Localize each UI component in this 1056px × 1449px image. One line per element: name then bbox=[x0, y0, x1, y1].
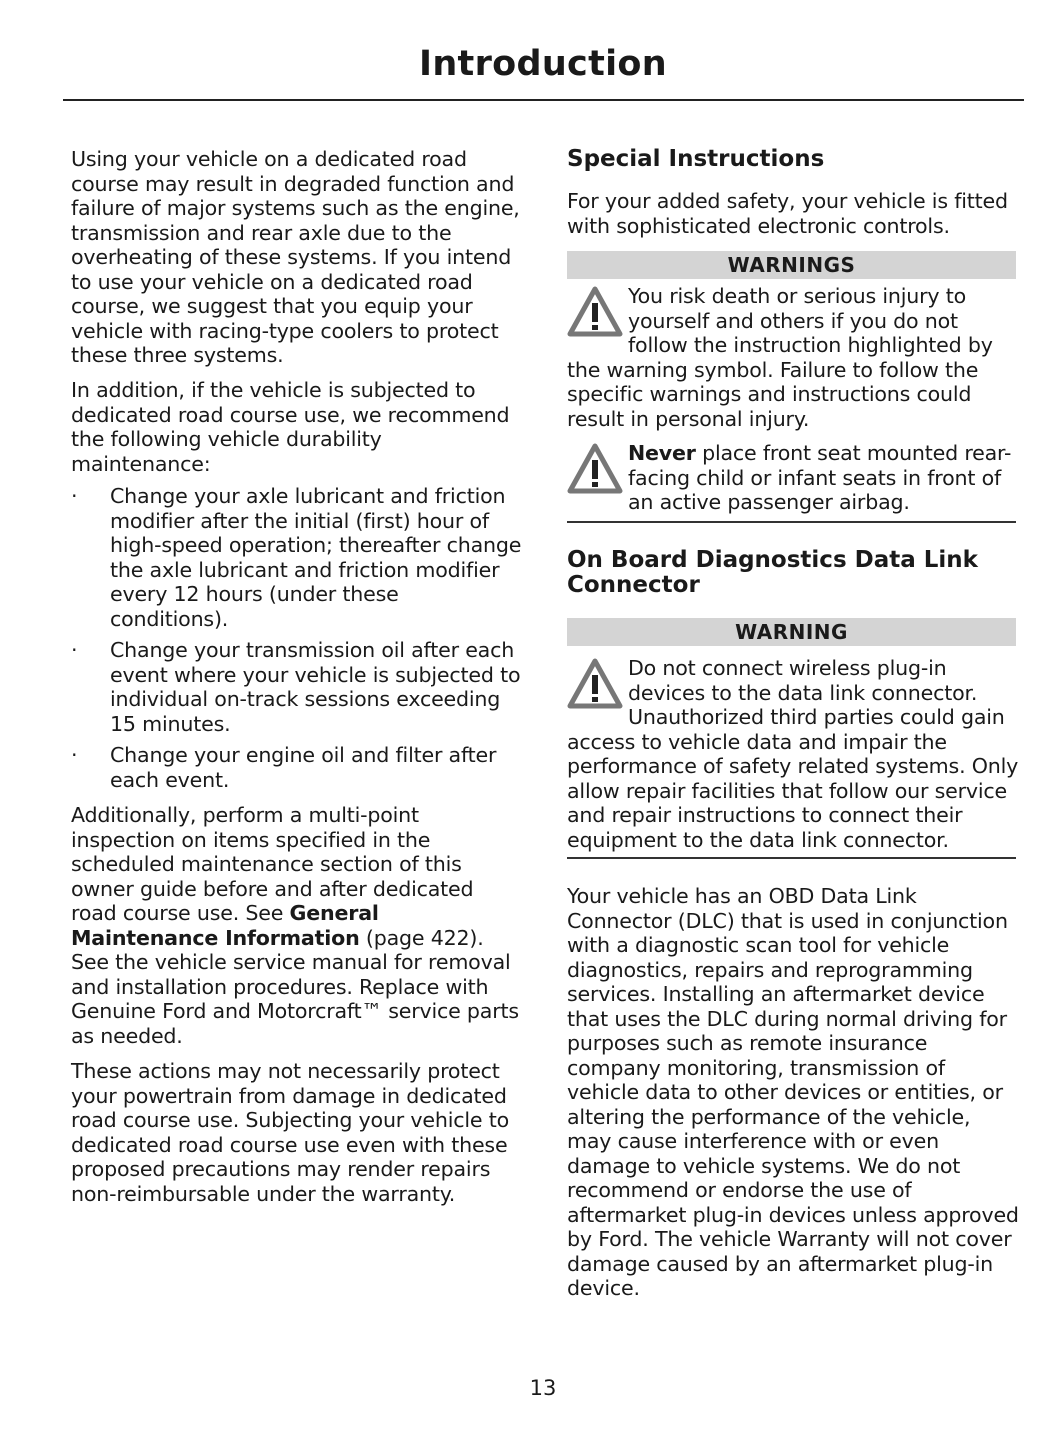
paragraph-inspection: Additionally, perform a multi-point inspection on items specified in the scheduled maintenance section of this owner guide before and after dedicated road course use. See General Maintenance Information (page 422). See the vehicle service manual for removal and installation procedures. Replace with Genuine Ford and Motorcraft™ service parts as needed. bbox=[71, 803, 519, 1048]
list-item: · Change your transmission oil after each event where your vehicle is subjected to individual on-track sessions exceeding 15 minutes. bbox=[71, 638, 521, 736]
warning-item: Do not connect wireless plug-in devices to the data link connector. Unauthorized third parties could gain access to vehicle data and impair the performance of safety related systems. Only allow repair facilities that follow our service and repair instructions to connect their equipment to the data link connector. bbox=[567, 656, 1019, 852]
list-item: · Change your engine oil and filter after each event. bbox=[71, 743, 497, 792]
warnings-divider bbox=[567, 521, 1016, 523]
heading-special-instructions: Special Instructions bbox=[567, 146, 825, 172]
page-number: 13 bbox=[529, 1376, 557, 1400]
bullet-icon: · bbox=[71, 743, 78, 767]
paragraph-maintenance-intro: In addition, if the vehicle is subjected to dedicated road course use, we recommend the following vehicle durability maintenance: bbox=[71, 378, 510, 476]
list-item: · Change your axle lubricant and friction modifier after the initial (first) hour of high-speed operation; thereafter change the axle lubricant and friction modifier every 12 hours (under these conditions). bbox=[71, 484, 522, 631]
warning-item: You risk death or serious injury to yourself and others if you do not follow the instruction highlighted by the warning symbol. Failure to follow the specific warnings and instructions could result in personal injury. bbox=[567, 284, 993, 431]
link-general-maintenance[interactable]: General Maintenance Information bbox=[71, 901, 379, 950]
warning-triangle-icon bbox=[567, 658, 623, 710]
warning-item: Never place front seat mounted rear-facing child or infant seats in front of an active passenger airbag. bbox=[567, 441, 1019, 515]
paragraph-safety: For your added safety, your vehicle is fitted with sophisticated electronic controls. bbox=[567, 189, 1008, 238]
warning-divider bbox=[567, 857, 1016, 859]
warning-triangle-icon bbox=[567, 443, 623, 495]
paragraph-road-course: Using your vehicle on a dedicated road course may result in degraded function and failure of major systems such as the engine, transmission and rear axle due to the overheating of these systems. If you intend to use your vehicle on a dedicated road course, we suggest that you equip your vehicle with racing-type coolers to protect these three systems. bbox=[71, 147, 520, 367]
paragraph-warranty: These actions may not necessarily protect your powertrain from damage in dedicated road course use. Subjecting your vehicle to dedicated road course use even with these proposed precautions may render repairs non-reimbursable under the warranty. bbox=[71, 1059, 509, 1206]
warnings-banner: WARNINGS bbox=[567, 251, 1016, 279]
heading-obd: On Board Diagnostics Data Link Connector bbox=[567, 547, 978, 598]
paragraph-obd: Your vehicle has an OBD Data Link Connector (DLC) that is used in conjunction with a diagnostic scan tool for vehicle diagnostics, repairs and reprogramming services. Installing an aftermarket device that uses the DLC during normal driving for purposes such as remote insurance company monitoring, transmission of vehicle data to other devices or entities, or altering the performance of the vehicle, may cause interference with or even damage to vehicle systems. We do not recommend or endorse the use of aftermarket plug-in devices unless approved by Ford. The vehicle Warranty will not cover damage caused by an aftermarket plug-in device. bbox=[567, 884, 1019, 1300]
header-divider bbox=[63, 99, 1024, 101]
warning-triangle-icon bbox=[567, 286, 623, 338]
bullet-icon: · bbox=[71, 484, 78, 508]
bullet-icon: · bbox=[71, 638, 78, 662]
warning-banner: WARNING bbox=[567, 618, 1016, 646]
page-title: Introduction bbox=[419, 44, 667, 84]
